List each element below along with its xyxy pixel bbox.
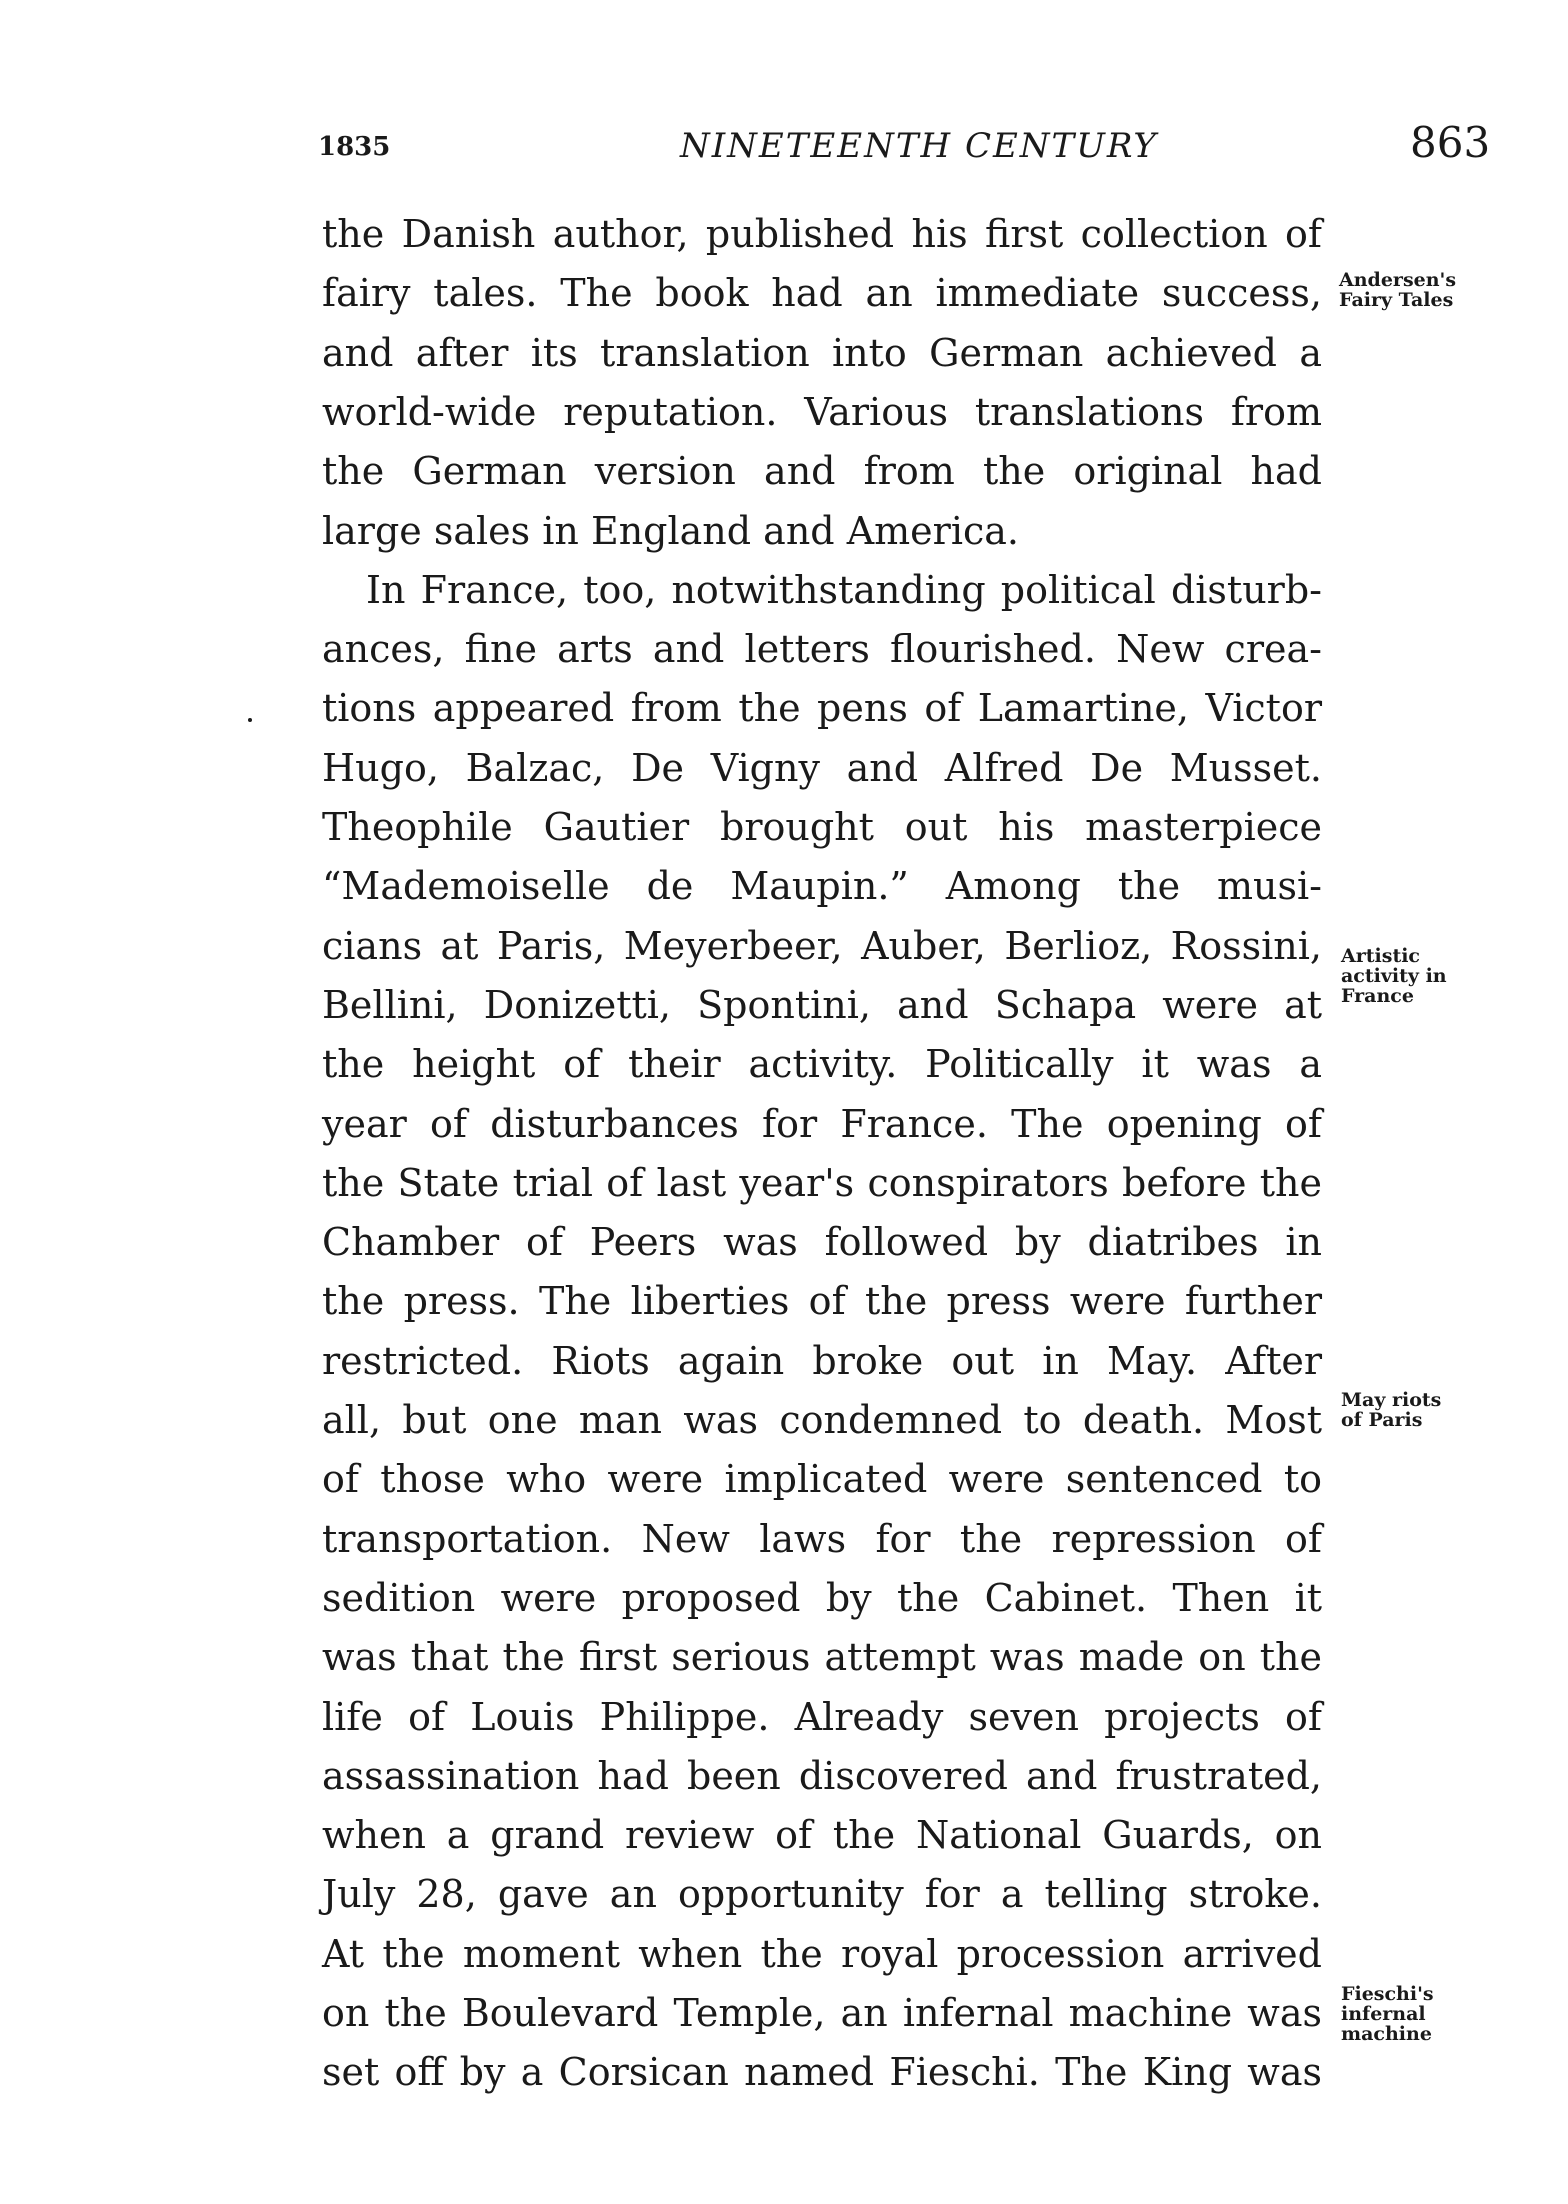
text-line: the Danish author, published his first collection of — [322, 212, 1322, 256]
margin-note-line: Fairy Tales — [1339, 289, 1454, 311]
margin-note-line: France — [1341, 985, 1414, 1007]
margin-note-line: Fieschi's — [1341, 1983, 1434, 2005]
text-line: year of disturbances for France. The opening of — [322, 1102, 1322, 1146]
text-line: transportation. New laws for the repression of — [322, 1517, 1322, 1561]
text-line: assassination had been discovered and frustrated, — [322, 1754, 1322, 1798]
running-title: NINETEENTH CENTURY — [680, 126, 1158, 166]
text-line: cians at Paris, Meyerbeer, Auber, Berlioz, Rossini, — [322, 924, 1322, 968]
text-line: Chamber of Peers was followed by diatribes in — [322, 1220, 1322, 1264]
text-line: Theophile Gautier brought out his masterpiece — [322, 805, 1322, 849]
text-line: the State trial of last year's conspirators before the — [322, 1161, 1322, 1205]
text-line: restricted. Riots again broke out in May. After — [322, 1339, 1322, 1383]
header-year: 1835 — [318, 132, 391, 162]
text-line: sedition were proposed by the Cabinet. Then it — [322, 1576, 1322, 1620]
margin-note-andersen — [1339, 270, 1456, 310]
text-line: set off by a Corsican named Fieschi. The King was — [322, 2050, 1322, 2094]
text-line: world-wide reputation. Various translations from — [322, 390, 1322, 434]
text-line: when a grand review of the National Guards, on — [322, 1813, 1322, 1857]
margin-note-line: Artistic — [1341, 945, 1421, 967]
text-line: the press. The liberties of the press were further — [322, 1279, 1322, 1323]
text-line: was that the first serious attempt was made on the — [322, 1635, 1322, 1679]
margin-note-artistic — [1341, 946, 1447, 1006]
margin-note-line: machine — [1341, 2023, 1432, 2045]
text-line: life of Louis Philippe. Already seven projects of — [322, 1695, 1322, 1739]
text-line: Hugo, Balzac, De Vigny and Alfred De Musset. — [322, 746, 1322, 790]
margin-note-may-riots — [1341, 1390, 1441, 1430]
margin-note-line: activity in — [1341, 965, 1447, 987]
text-line: of those who were implicated were sentenced to — [322, 1457, 1322, 1501]
text-line: on the Boulevard Temple, an infernal machine was — [322, 1991, 1322, 2035]
margin-note-line: Andersen's — [1339, 269, 1457, 291]
margin-note-line: May riots — [1341, 1389, 1442, 1411]
text-line: In France, too, notwithstanding political disturb- — [366, 568, 1322, 612]
text-line: large sales in England and America. — [322, 509, 1020, 553]
text-line: July 28, gave an opportunity for a telling stroke. — [322, 1872, 1322, 1916]
page-number: 863 — [1410, 118, 1491, 167]
text-line: all, but one man was condemned to death. Most — [322, 1398, 1322, 1442]
text-line: “Mademoiselle de Maupin.” Among the musi- — [322, 864, 1322, 908]
text-line: the height of their activity. Politically it was a — [322, 1042, 1322, 1086]
stray-mark — [248, 718, 252, 722]
text-line: ances, fine arts and letters flourished. New crea- — [322, 627, 1322, 671]
text-line: and after its translation into German achieved a — [322, 331, 1322, 375]
text-line: the German version and from the original had — [322, 449, 1322, 493]
margin-note-line: infernal — [1341, 2003, 1426, 2025]
text-line: fairy tales. The book had an immediate success, — [322, 271, 1322, 315]
text-line: Bellini, Donizetti, Spontini, and Schapa were at — [322, 983, 1322, 1027]
margin-note-line: of Paris — [1341, 1409, 1423, 1431]
page-header — [0, 118, 1568, 182]
margin-note-fieschi — [1341, 1984, 1434, 2044]
text-line: At the moment when the royal procession arrived — [322, 1932, 1322, 1976]
text-line: tions appeared from the pens of Lamartine, Victor — [322, 686, 1322, 730]
